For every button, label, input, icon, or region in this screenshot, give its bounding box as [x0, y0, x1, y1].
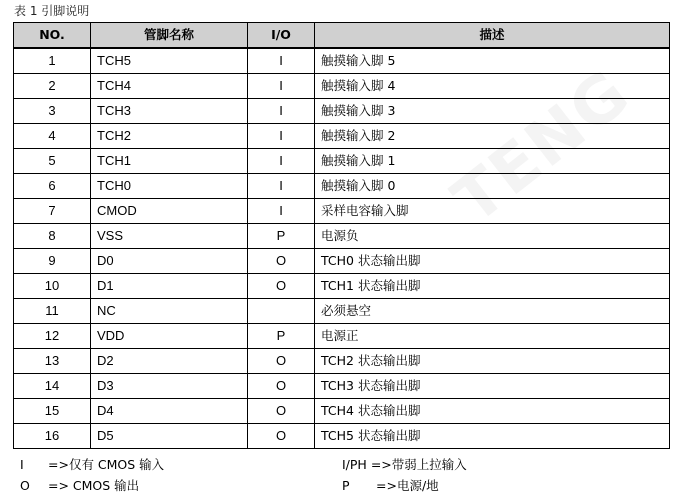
- legend-symbol: I/PH: [342, 457, 367, 472]
- legend-text: =>带弱上拉输入: [370, 457, 467, 472]
- pin-name: D1: [91, 274, 248, 299]
- pin-number: 14: [14, 374, 91, 399]
- pin-name: D2: [91, 349, 248, 374]
- pin-name: D3: [91, 374, 248, 399]
- pin-io-type: I: [248, 149, 315, 174]
- pin-description: 电源正: [315, 324, 670, 349]
- pin-number: 5: [14, 149, 91, 174]
- pin-name: TCH2: [91, 124, 248, 149]
- pin-description: 电源负: [315, 224, 670, 249]
- pin-name: NC: [91, 299, 248, 324]
- pin-description: 触摸输入脚 0: [315, 174, 670, 199]
- pin-number: 6: [14, 174, 91, 199]
- table-row: [14, 374, 670, 399]
- table-row: [14, 274, 670, 299]
- watermark-logo: TENG: [440, 55, 645, 239]
- legend-symbol: I: [20, 457, 24, 472]
- pin-table: [13, 22, 670, 449]
- pin-name: D5: [91, 424, 248, 449]
- header-description: 描述: [315, 23, 670, 49]
- legend-item: [342, 455, 467, 475]
- pin-number: 7: [14, 199, 91, 224]
- pin-description: TCH2 状态输出脚: [315, 349, 670, 374]
- header-no: NO.: [14, 23, 91, 49]
- pin-description: 必须悬空: [315, 299, 670, 324]
- legend-text: =>电源/地: [376, 478, 439, 493]
- table-row: [14, 349, 670, 374]
- pin-io-type: O: [248, 424, 315, 449]
- pin-description: 触摸输入脚 5: [315, 48, 670, 74]
- legend-item: [342, 476, 439, 496]
- pin-io-type: O: [248, 374, 315, 399]
- pin-description: TCH1 状态输出脚: [315, 274, 670, 299]
- pin-description: TCH4 状态输出脚: [315, 399, 670, 424]
- pin-io-type: I: [248, 199, 315, 224]
- pin-description: 触摸输入脚 3: [315, 99, 670, 124]
- table-row: [14, 124, 670, 149]
- pin-io-type: I: [248, 174, 315, 199]
- pin-name: VDD: [91, 324, 248, 349]
- pin-description: 触摸输入脚 1: [315, 149, 670, 174]
- pin-name: TCH3: [91, 99, 248, 124]
- pin-name: TCH0: [91, 174, 248, 199]
- table-caption: 表 1 引脚说明: [14, 4, 90, 18]
- table-row: [14, 99, 670, 124]
- pin-number: 12: [14, 324, 91, 349]
- pin-description: 触摸输入脚 2: [315, 124, 670, 149]
- pin-io-type: I: [248, 74, 315, 99]
- table-row: [14, 249, 670, 274]
- table-row: [14, 149, 670, 174]
- legend-text: =>仅有 CMOS 输入: [48, 457, 165, 472]
- pin-description: 采样电容输入脚: [315, 199, 670, 224]
- table-row: [14, 324, 670, 349]
- pin-number: 11: [14, 299, 91, 324]
- table-row: [14, 224, 670, 249]
- pin-number: 10: [14, 274, 91, 299]
- pin-io-type: I: [248, 124, 315, 149]
- pin-number: 8: [14, 224, 91, 249]
- pin-description: TCH0 状态输出脚: [315, 249, 670, 274]
- table-row: [14, 424, 670, 449]
- pin-name: TCH1: [91, 149, 248, 174]
- table-row: [14, 48, 670, 74]
- pin-io-type: P: [248, 224, 315, 249]
- header-io: I/O: [248, 23, 315, 49]
- pin-description: TCH5 状态输出脚: [315, 424, 670, 449]
- pin-io-type: O: [248, 274, 315, 299]
- pin-io-type: O: [248, 349, 315, 374]
- pin-name: D4: [91, 399, 248, 424]
- legend-text: => CMOS 输出: [48, 478, 140, 493]
- pin-name: TCH4: [91, 74, 248, 99]
- legend-item: [20, 455, 164, 475]
- pin-number: 2: [14, 74, 91, 99]
- pin-number: 9: [14, 249, 91, 274]
- pin-io-type: O: [248, 249, 315, 274]
- pin-number: 16: [14, 424, 91, 449]
- pin-description: 触摸输入脚 4: [315, 74, 670, 99]
- table-row: [14, 399, 670, 424]
- pin-number: 15: [14, 399, 91, 424]
- table-row: [14, 199, 670, 224]
- table-row: [14, 174, 670, 199]
- pin-number: 1: [14, 48, 91, 74]
- legend-item: [20, 476, 139, 496]
- pin-number: 3: [14, 99, 91, 124]
- pin-name: CMOD: [91, 199, 248, 224]
- pin-name: VSS: [91, 224, 248, 249]
- pin-number: 13: [14, 349, 91, 374]
- header-pin-name: 管脚名称: [91, 23, 248, 49]
- table-row: [14, 74, 670, 99]
- legend-symbol: O: [20, 478, 30, 493]
- pin-number: 4: [14, 124, 91, 149]
- pin-description: TCH3 状态输出脚: [315, 374, 670, 399]
- pin-io-type: I: [248, 99, 315, 124]
- pin-io-type: P: [248, 324, 315, 349]
- legend-symbol: P: [342, 478, 350, 493]
- pin-io-type: [248, 299, 315, 324]
- table-row: [14, 299, 670, 324]
- pin-name: TCH5: [91, 48, 248, 74]
- pin-io-type: I: [248, 48, 315, 74]
- table-header-row: [14, 23, 670, 49]
- pin-io-type: O: [248, 399, 315, 424]
- pin-name: D0: [91, 249, 248, 274]
